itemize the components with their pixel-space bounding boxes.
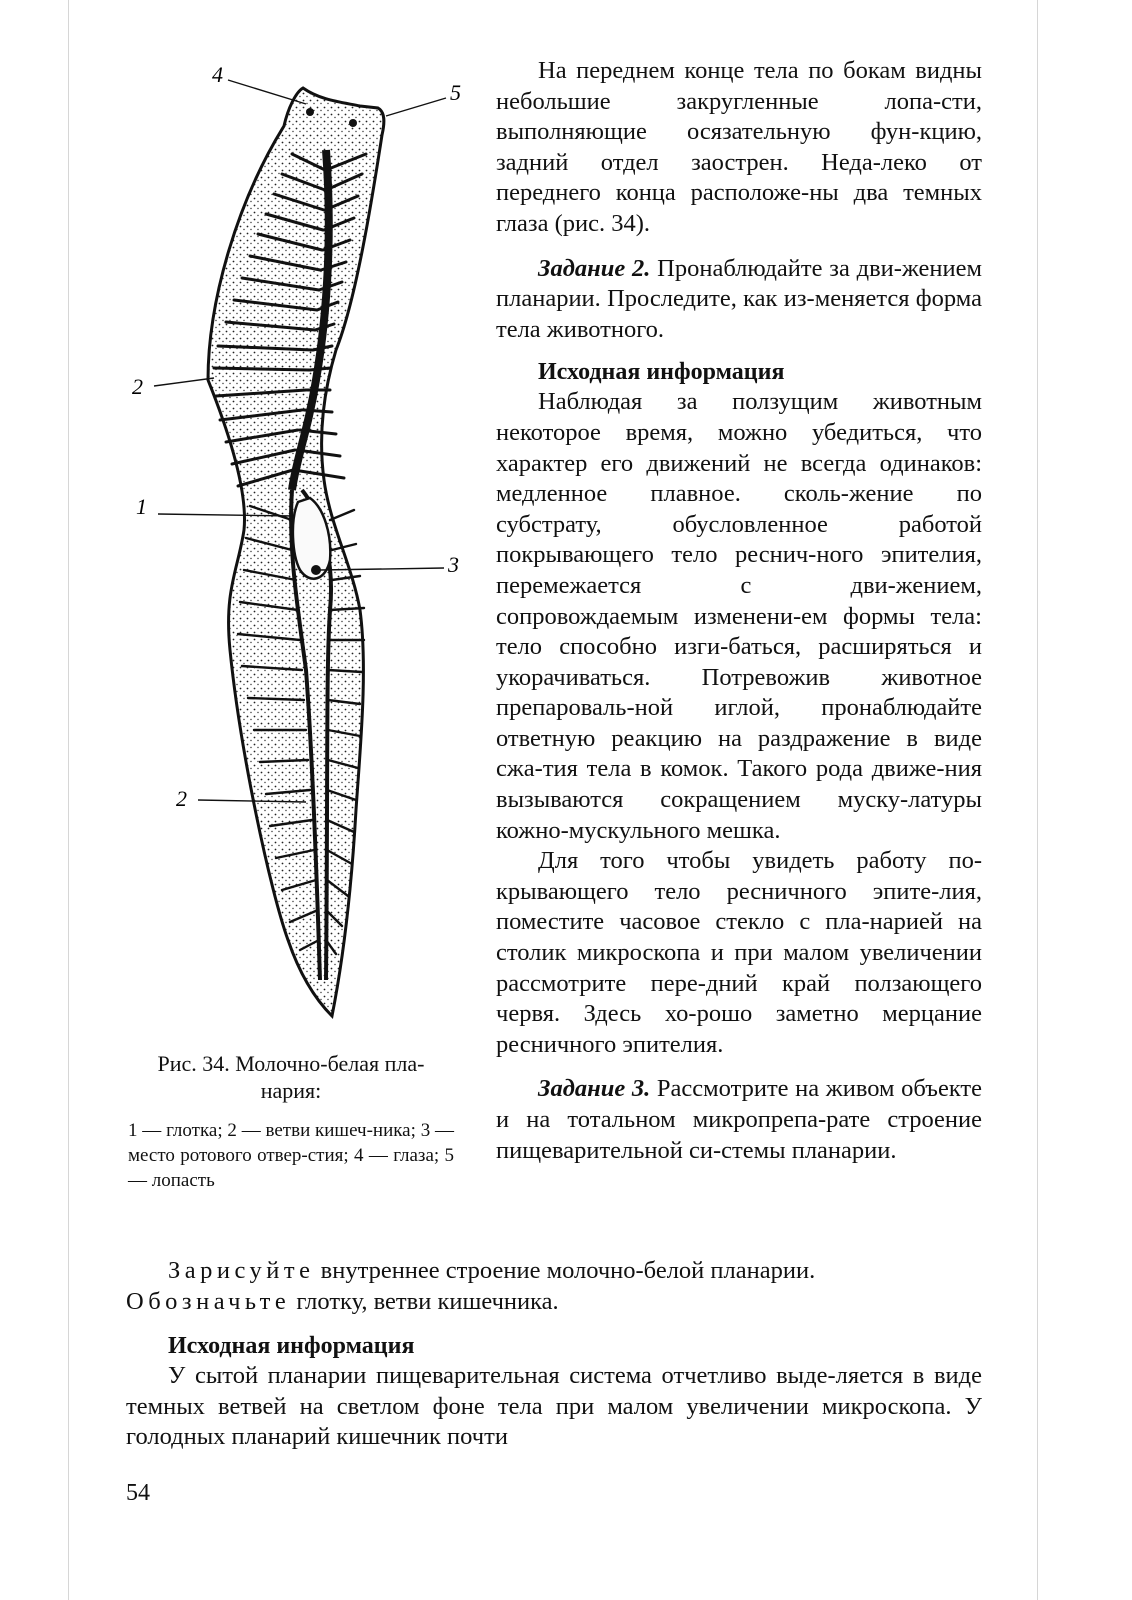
- label-5: 5: [450, 80, 461, 105]
- section-heading-1: Исходная информация: [538, 359, 785, 386]
- label-instruction: [126, 1287, 982, 1318]
- paragraph-digestive: У сытой планарии пищеварительная система отчетливо выде-ляется в виде темных ветвей на светлом фоне тела при малом увеличении микроскопа. У голодных планарий кишечник почти: [126, 1362, 982, 1451]
- eye-right: [349, 119, 357, 127]
- right-column: [496, 56, 982, 1166]
- paragraph-movement: Наблюдая за ползущим животным некоторое время, можно убедиться, что характер его движений не всегда одинаков: медленное плавное. сколь-жение по субстрату, обусловленное работой покрывающего тело реснич-ного эпителия, перемежается с дви-жением, сопровождаемым изменени-ем формы тела: тело способно изги-баться, расширяться и укорачиваться. Потревожив животное препароваль-ной иглой, пронаблюдайте ответную реакцию на раздражение в виде сжа-тия тела в комок. Такого рода движе-ния вызываются сокращением муску-латуры кожно-мускульного мешка.: [496, 388, 982, 844]
- planaria-illustration: [120, 50, 500, 1030]
- task-3-label: Задание 3.: [538, 1075, 651, 1103]
- draw-rest-2: глотку, ветви кишечника.: [290, 1287, 559, 1315]
- label-4: 4: [212, 62, 223, 87]
- mouth-opening: [311, 565, 321, 575]
- draw-instruction: [126, 1256, 982, 1287]
- label-2-bottom: 2: [176, 786, 187, 811]
- task-2-text: Пронаблюдайте за дви-жением планарии. Проследите, как из-меняется форма тела животного.: [496, 254, 982, 343]
- caption-legend: 1 — глотка; 2 — ветви кишеч-ника; 3 — место ротового отвер-стия; 4 — глаза; 5 — лопасть: [128, 1120, 454, 1191]
- caption-title: Рис. 34. Молочно-белая пла-нария:: [157, 1051, 425, 1103]
- task-2: [496, 254, 982, 346]
- task-2-label: Задание 2.: [538, 254, 651, 282]
- paragraph-lobes-eyes: На переднем конце тела по бокам видны небольшие закругленные лопа-сти, выполняющие осязательную фун-кцию, задний отдел заострен. Неда-леко от переднего конца расположе-ны два темных глаза (рис. 34).: [496, 57, 982, 237]
- label-2-top: 2: [132, 374, 143, 399]
- label-1: 1: [136, 494, 147, 519]
- draw-verb-2: Обозначьте: [126, 1287, 291, 1315]
- task-3: [496, 1074, 982, 1166]
- planaria-figure: [120, 50, 500, 1030]
- eye-left: [306, 108, 314, 116]
- figure-caption: [128, 1050, 454, 1193]
- page-number: 54: [126, 1480, 150, 1506]
- paragraph-cilia: Для того чтобы увидеть работу по-крывающего тело ресничного эпите-лия, поместите часовое стекло с пла-нарией на столик микроскопа и при малом увеличении рассмотрите пере-дний край ползающего червя. Здесь хо-рошо заметно мерцание ресничного эпителия.: [496, 847, 982, 1058]
- draw-verb-1: Зарисуйте: [168, 1257, 315, 1284]
- full-width-text: [126, 1256, 982, 1453]
- draw-rest-1: внутреннее строение молочно-белой планарии.: [314, 1257, 816, 1284]
- label-3: 3: [448, 552, 459, 577]
- task-3-text: Рассмотрите на живом объекте и на тотальном микропрепа-рате строение пищеварительной си-стемы планарии.: [496, 1075, 982, 1164]
- section-heading-2: Исходная информация: [168, 1333, 415, 1360]
